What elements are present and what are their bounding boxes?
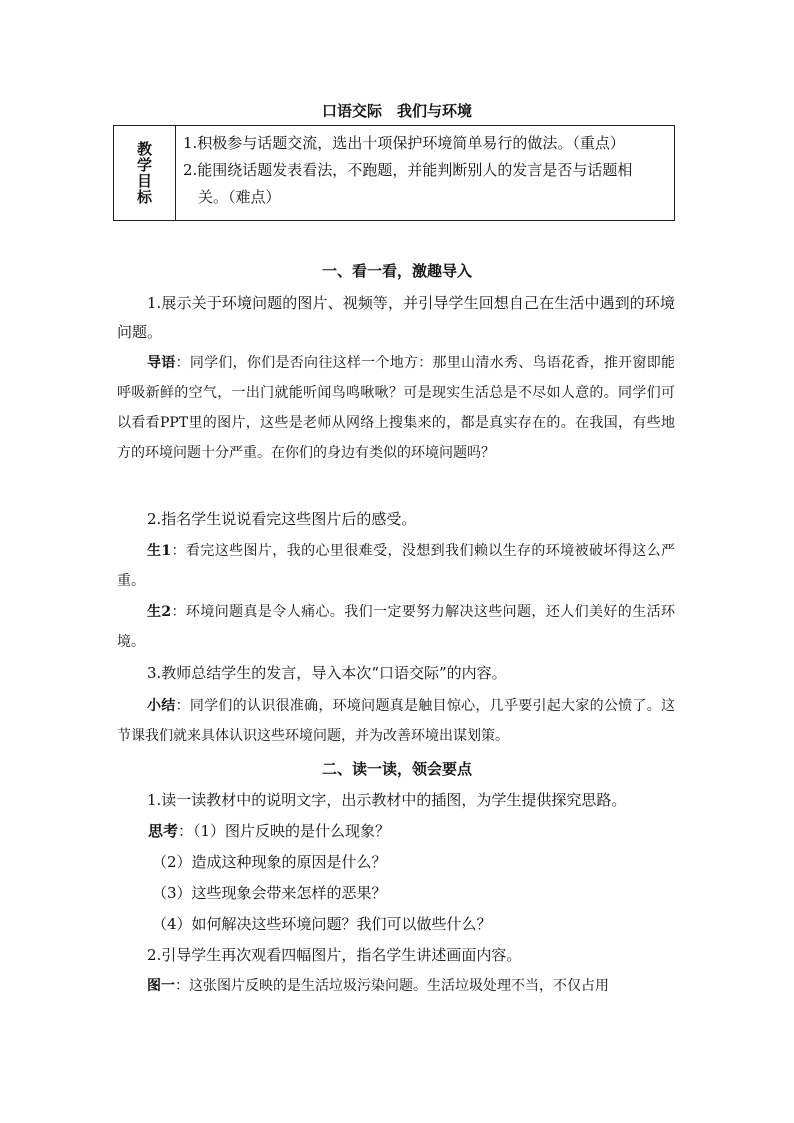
teaching-goals-label [114,126,176,220]
summary-paragraph [117,691,675,751]
goal-item-2-cont: 关。（难点） [198,188,281,206]
section-1-heading: 一、看一看，激趣导入 [321,262,472,280]
goal-label-char: 标 [136,188,152,206]
student-1-response [117,536,675,596]
goal-item-2: 2.能围绕话题发表看法，不跑题，并能判断别人的发言是否与话题相 [183,161,633,179]
figure-1-description [117,971,675,1001]
student-2-response [117,597,675,657]
section-2-heading: 二、读一读，领会要点 [321,760,472,778]
section-1-paragraph-2: 2.指名学生说说看完这些图片后的感受。 [147,510,417,528]
student-2-label: 生2 [147,604,172,620]
figure-1-text: ：这张图片反映的是生活垃圾污染问题。生活垃圾处理不当，不仅占用 [175,978,609,994]
goal-label-char: 教 [136,140,152,158]
section-2-paragraph-2: 2.引导学生再次观看四幅图片，指名学生讲述画面内容。 [147,946,522,964]
guide-text: ：同学们，你们是否向往这样一个地方：那里山清水秀、鸟语花香，推开窗即能呼吸新鲜的空气，一出门就能听闻鸟鸣啾啾？可是现实生活总是不尽如人意的。同学们可以看看PPT里的图片，这些是老师从网络上搜集来的，都是真实存在的。在我国，有些地方的环境问题十分严重。在你们的身边有类似的环境问题吗？ [117,355,676,461]
question-3: （3）这些现象会带来怎样的恶果？ [152,884,387,902]
question-1-text: ：（1）图片反映的是什么现象？ [178,822,391,840]
section-1-paragraph-3: 3.教师总结学生的发言，导入本次“口语交际”的内容。 [147,664,507,682]
teaching-goals-list [183,130,668,211]
question-4: （4）如何解决这些环境问题？我们可以做些什么？ [152,915,492,933]
section-1-paragraph-1: 1.展示关于环境问题的图片、视频等，并引导学生回想自己在生活中遇到的环境问题。 [117,294,675,341]
guide-label: 导语 [147,355,176,371]
figure-1-label: 图一 [147,978,175,994]
goal-item-1: 1.积极参与话题交流，选出十项保护环境简单易行的做法。（重点） [183,134,625,152]
goal-label-char: 学 [136,156,152,174]
question-2: （2）造成这种现象的原因是什么？ [152,853,387,871]
guide-paragraph [117,348,675,468]
student-2-text: ：环境问题真是令人痛心。我们一定要努力解决这些问题，还人们美好的生活环境。 [117,604,675,650]
teaching-goals-table [113,125,675,221]
question-1 [148,817,390,846]
think-label: 思考 [148,822,179,840]
section-2-paragraph-1: 1.读一读教材中的说明文字，出示教材中的插图，为学生提供探究思路。 [147,791,627,809]
summary-text: ：同学们的认识很准确，环境问题真是触目惊心，几乎要引起大家的公愤了。这节课我们就来具体认识这些环境问题，并为改善环境出谋划策。 [117,698,676,744]
student-1-label: 生1 [147,543,172,559]
page-title: 口语交际 我们与环境 [321,102,472,120]
student-1-text: ：看完这些图片，我的心里很难受，没想到我们赖以生存的环境被破坏得这么严重。 [117,543,675,589]
summary-label: 小结 [147,698,176,714]
goal-label-char: 目 [136,172,152,190]
